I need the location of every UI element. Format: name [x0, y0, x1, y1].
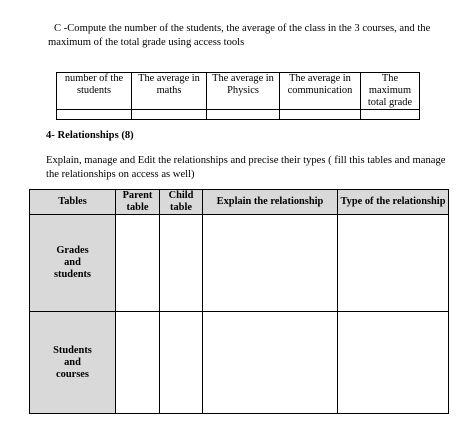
cell-child-table[interactable]	[160, 312, 203, 414]
cell-maximum-total-grade[interactable]	[361, 110, 420, 120]
cell-parent-table[interactable]	[116, 215, 160, 312]
section-instructions: Explain, manage and Edit the relationships and precise their types ( fill this tables and manage the relationships on access as well)	[46, 155, 446, 180]
table-row	[30, 312, 449, 414]
header-number-of-students: number of the students	[57, 73, 132, 110]
header-average-communication: The average in communication	[280, 73, 361, 110]
cell-explain-relationship[interactable]	[203, 215, 338, 312]
header-parent-table: Parent table	[116, 190, 160, 215]
relationships-table	[29, 189, 449, 414]
header-maximum-total-grade: The maximum total grade	[361, 73, 420, 110]
cell-number-of-students[interactable]	[57, 110, 132, 120]
row-label-text: Grades and students	[54, 245, 91, 280]
statistics-empty-row	[57, 110, 420, 120]
cell-explain-relationship[interactable]	[203, 312, 338, 414]
header-average-physics: The average in Physics	[207, 73, 280, 110]
statistics-table	[56, 72, 420, 120]
instructions-compute: C -Compute the number of the students, the average of the class in the 3 courses, and the maximum of the total grade using access tools	[48, 23, 431, 48]
cell-average-physics[interactable]	[207, 110, 280, 120]
row-label-students-courses	[30, 312, 116, 414]
header-child-table: Child table	[160, 190, 203, 215]
header-explain-relationship: Explain the relationship	[203, 190, 338, 215]
row-label-grades-students	[30, 215, 116, 312]
header-tables: Tables	[30, 190, 116, 215]
cell-child-table[interactable]	[160, 215, 203, 312]
cell-parent-table[interactable]	[116, 312, 160, 414]
header-relationship-type: Type of the relationship	[338, 190, 449, 215]
cell-average-communication[interactable]	[280, 110, 361, 120]
cell-relationship-type[interactable]	[338, 215, 449, 312]
relationships-header-row	[30, 190, 449, 215]
statistics-header-row	[57, 73, 420, 110]
header-average-maths: The average in maths	[132, 73, 207, 110]
table-row	[30, 215, 449, 312]
section-heading: 4- Relationships (8)	[46, 130, 134, 141]
cell-relationship-type[interactable]	[338, 312, 449, 414]
cell-average-maths[interactable]	[132, 110, 207, 120]
row-label-text: Students and courses	[53, 344, 92, 380]
